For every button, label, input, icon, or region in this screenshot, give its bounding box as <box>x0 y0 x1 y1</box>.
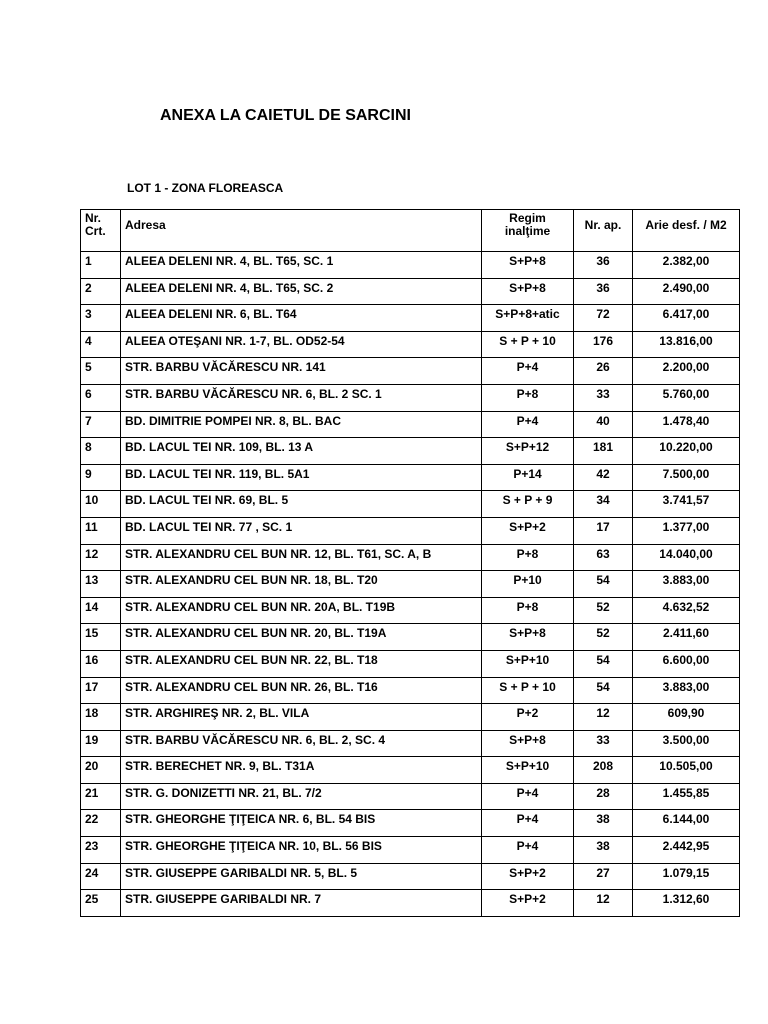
cell-nr: 19 <box>81 730 121 757</box>
cell-arie: 3.741,57 <box>633 491 740 518</box>
cell-nr: 17 <box>81 677 121 704</box>
header-regim <box>482 210 574 252</box>
cell-nr: 22 <box>81 810 121 837</box>
cell-nr-ap: 12 <box>574 704 633 731</box>
table-row <box>81 438 740 465</box>
cell-arie: 609,90 <box>633 704 740 731</box>
cell-regim: S+P+2 <box>482 890 574 917</box>
table-row <box>81 704 740 731</box>
cell-regim: S + P + 9 <box>482 491 574 518</box>
cell-nr-ap: 54 <box>574 571 633 598</box>
cell-nr-ap: 72 <box>574 305 633 332</box>
cell-nr: 7 <box>81 411 121 438</box>
cell-nr: 23 <box>81 837 121 864</box>
cell-nr: 11 <box>81 517 121 544</box>
cell-arie: 6.417,00 <box>633 305 740 332</box>
cell-regim: P+4 <box>482 810 574 837</box>
table-row <box>81 624 740 651</box>
table-row <box>81 650 740 677</box>
cell-nr-ap: 36 <box>574 278 633 305</box>
cell-regim: S+P+10 <box>482 757 574 784</box>
header-nr-line1: Nr. <box>85 211 102 225</box>
cell-arie: 2.200,00 <box>633 358 740 385</box>
cell-arie: 2.411,60 <box>633 624 740 651</box>
cell-arie: 7.500,00 <box>633 464 740 491</box>
table-row <box>81 384 740 411</box>
cell-arie: 2.442,95 <box>633 837 740 864</box>
cell-adresa: STR. GHEORGHE ŢIŢEICA NR. 10, BL. 56 BIS <box>121 837 482 864</box>
cell-nr-ap: 63 <box>574 544 633 571</box>
cell-regim: S+P+2 <box>482 863 574 890</box>
cell-arie: 10.505,00 <box>633 757 740 784</box>
table-row <box>81 783 740 810</box>
table-row <box>81 358 740 385</box>
cell-nr-ap: 176 <box>574 331 633 358</box>
cell-nr-ap: 181 <box>574 438 633 465</box>
header-adresa: Adresa <box>121 210 482 252</box>
table-row <box>81 305 740 332</box>
cell-nr: 13 <box>81 571 121 598</box>
cell-nr: 14 <box>81 597 121 624</box>
cell-arie: 3.500,00 <box>633 730 740 757</box>
cell-adresa: STR. ALEXANDRU CEL BUN NR. 22, BL. T18 <box>121 650 482 677</box>
cell-nr-ap: 27 <box>574 863 633 890</box>
table-row <box>81 597 740 624</box>
cell-arie: 3.883,00 <box>633 571 740 598</box>
cell-nr: 4 <box>81 331 121 358</box>
cell-nr-ap: 17 <box>574 517 633 544</box>
lot-title: LOT 1 - ZONA FLOREASCA <box>127 181 284 195</box>
cell-arie: 1.377,00 <box>633 517 740 544</box>
cell-nr-ap: 208 <box>574 757 633 784</box>
table-row <box>81 252 740 279</box>
header-regim-line1: Regim <box>509 211 546 225</box>
cell-regim: S+P+10 <box>482 650 574 677</box>
cell-adresa: STR. BARBU VĂCĂRESCU NR. 6, BL. 2, SC. 4 <box>121 730 482 757</box>
cell-arie: 4.632,52 <box>633 597 740 624</box>
cell-regim: S+P+8 <box>482 278 574 305</box>
cell-nr-ap: 38 <box>574 810 633 837</box>
cell-arie: 5.760,00 <box>633 384 740 411</box>
cell-adresa: BD. LACUL TEI NR. 69, BL. 5 <box>121 491 482 518</box>
cell-regim: P+4 <box>482 783 574 810</box>
lot-table <box>80 209 740 917</box>
cell-nr-ap: 33 <box>574 384 633 411</box>
cell-regim: S+P+12 <box>482 438 574 465</box>
cell-arie: 1.455,85 <box>633 783 740 810</box>
cell-regim: S+P+2 <box>482 517 574 544</box>
cell-adresa: STR. GIUSEPPE GARIBALDI NR. 7 <box>121 890 482 917</box>
cell-adresa: ALEEA DELENI NR. 4, BL. T65, SC. 1 <box>121 252 482 279</box>
cell-nr: 18 <box>81 704 121 731</box>
cell-nr-ap: 42 <box>574 464 633 491</box>
cell-adresa: STR. BARBU VĂCĂRESCU NR. 6, BL. 2 SC. 1 <box>121 384 482 411</box>
header-nr-line2: Crt. <box>85 224 106 238</box>
cell-regim: P+8 <box>482 544 574 571</box>
cell-nr: 1 <box>81 252 121 279</box>
cell-adresa: STR. BERECHET NR. 9, BL. T31A <box>121 757 482 784</box>
table-row <box>81 411 740 438</box>
cell-adresa: STR. GHEORGHE ŢIŢEICA NR. 6, BL. 54 BIS <box>121 810 482 837</box>
header-regim-line2: inalţime <box>504 224 551 238</box>
cell-regim: S+P+8 <box>482 730 574 757</box>
document-title: ANEXA LA CAIETUL DE SARCINI <box>160 107 411 124</box>
table-row <box>81 730 740 757</box>
cell-adresa: STR. ALEXANDRU CEL BUN NR. 26, BL. T16 <box>121 677 482 704</box>
cell-arie: 3.883,00 <box>633 677 740 704</box>
table-row <box>81 278 740 305</box>
cell-nr-ap: 52 <box>574 624 633 651</box>
cell-adresa: STR. BARBU VĂCĂRESCU NR. 141 <box>121 358 482 385</box>
cell-nr-ap: 38 <box>574 837 633 864</box>
cell-arie: 1.312,60 <box>633 890 740 917</box>
cell-regim: P+8 <box>482 384 574 411</box>
cell-regim: S+P+8 <box>482 252 574 279</box>
cell-arie: 6.600,00 <box>633 650 740 677</box>
cell-regim: S+P+8+atic <box>482 305 574 332</box>
cell-regim: P+8 <box>482 597 574 624</box>
cell-nr: 12 <box>81 544 121 571</box>
table-row <box>81 757 740 784</box>
cell-regim: S+P+8 <box>482 624 574 651</box>
table-row <box>81 863 740 890</box>
cell-nr: 3 <box>81 305 121 332</box>
cell-nr: 2 <box>81 278 121 305</box>
cell-nr: 5 <box>81 358 121 385</box>
cell-adresa: STR. ALEXANDRU CEL BUN NR. 12, BL. T61, SC. A, B <box>121 544 482 571</box>
cell-arie: 1.478,40 <box>633 411 740 438</box>
table-row <box>81 464 740 491</box>
cell-nr: 10 <box>81 491 121 518</box>
cell-regim: P+10 <box>482 571 574 598</box>
table-row <box>81 544 740 571</box>
cell-adresa: STR. ALEXANDRU CEL BUN NR. 20A, BL. T19B <box>121 597 482 624</box>
cell-adresa: BD. LACUL TEI NR. 119, BL. 5A1 <box>121 464 482 491</box>
cell-nr: 20 <box>81 757 121 784</box>
cell-arie: 6.144,00 <box>633 810 740 837</box>
table-row <box>81 837 740 864</box>
cell-nr-ap: 34 <box>574 491 633 518</box>
cell-nr: 8 <box>81 438 121 465</box>
cell-regim: P+2 <box>482 704 574 731</box>
cell-adresa: STR. ALEXANDRU CEL BUN NR. 20, BL. T19A <box>121 624 482 651</box>
cell-regim: S + P + 10 <box>482 677 574 704</box>
cell-nr-ap: 52 <box>574 597 633 624</box>
table-row <box>81 810 740 837</box>
cell-regim: P+14 <box>482 464 574 491</box>
cell-adresa: ALEEA DELENI NR. 6, BL. T64 <box>121 305 482 332</box>
cell-nr-ap: 33 <box>574 730 633 757</box>
cell-regim: S + P + 10 <box>482 331 574 358</box>
cell-nr: 15 <box>81 624 121 651</box>
cell-adresa: BD. LACUL TEI NR. 109, BL. 13 A <box>121 438 482 465</box>
cell-regim: P+4 <box>482 411 574 438</box>
table-row <box>81 517 740 544</box>
table-row <box>81 491 740 518</box>
cell-nr-ap: 40 <box>574 411 633 438</box>
cell-adresa: STR. G. DONIZETTI NR. 21, BL. 7/2 <box>121 783 482 810</box>
cell-nr-ap: 36 <box>574 252 633 279</box>
table-row <box>81 331 740 358</box>
cell-regim: P+4 <box>482 358 574 385</box>
table-body <box>81 252 740 917</box>
cell-arie: 2.382,00 <box>633 252 740 279</box>
table-header-row <box>81 210 740 252</box>
table-row <box>81 890 740 917</box>
cell-nr: 16 <box>81 650 121 677</box>
cell-nr: 24 <box>81 863 121 890</box>
cell-adresa: ALEEA DELENI NR. 4, BL. T65, SC. 2 <box>121 278 482 305</box>
table-row <box>81 571 740 598</box>
cell-arie: 2.490,00 <box>633 278 740 305</box>
cell-nr: 21 <box>81 783 121 810</box>
cell-nr-ap: 28 <box>574 783 633 810</box>
cell-nr-ap: 54 <box>574 650 633 677</box>
cell-adresa: BD. LACUL TEI NR. 77 , SC. 1 <box>121 517 482 544</box>
cell-adresa: STR. ALEXANDRU CEL BUN NR. 18, BL. T20 <box>121 571 482 598</box>
cell-arie: 10.220,00 <box>633 438 740 465</box>
table-row <box>81 677 740 704</box>
header-nr-crt <box>81 210 121 252</box>
cell-arie: 14.040,00 <box>633 544 740 571</box>
header-nr-ap: Nr. ap. <box>574 210 633 252</box>
cell-nr: 25 <box>81 890 121 917</box>
cell-nr: 6 <box>81 384 121 411</box>
cell-adresa: ALEEA OTEŞANI NR. 1-7, BL. OD52-54 <box>121 331 482 358</box>
cell-adresa: BD. DIMITRIE POMPEI NR. 8, BL. BAC <box>121 411 482 438</box>
header-arie: Arie desf. / M2 <box>633 210 740 252</box>
cell-nr-ap: 54 <box>574 677 633 704</box>
cell-nr-ap: 26 <box>574 358 633 385</box>
cell-arie: 13.816,00 <box>633 331 740 358</box>
cell-nr: 9 <box>81 464 121 491</box>
cell-adresa: STR. ARGHIREŞ NR. 2, BL. VILA <box>121 704 482 731</box>
cell-adresa: STR. GIUSEPPE GARIBALDI NR. 5, BL. 5 <box>121 863 482 890</box>
cell-regim: P+4 <box>482 837 574 864</box>
cell-arie: 1.079,15 <box>633 863 740 890</box>
cell-nr-ap: 12 <box>574 890 633 917</box>
